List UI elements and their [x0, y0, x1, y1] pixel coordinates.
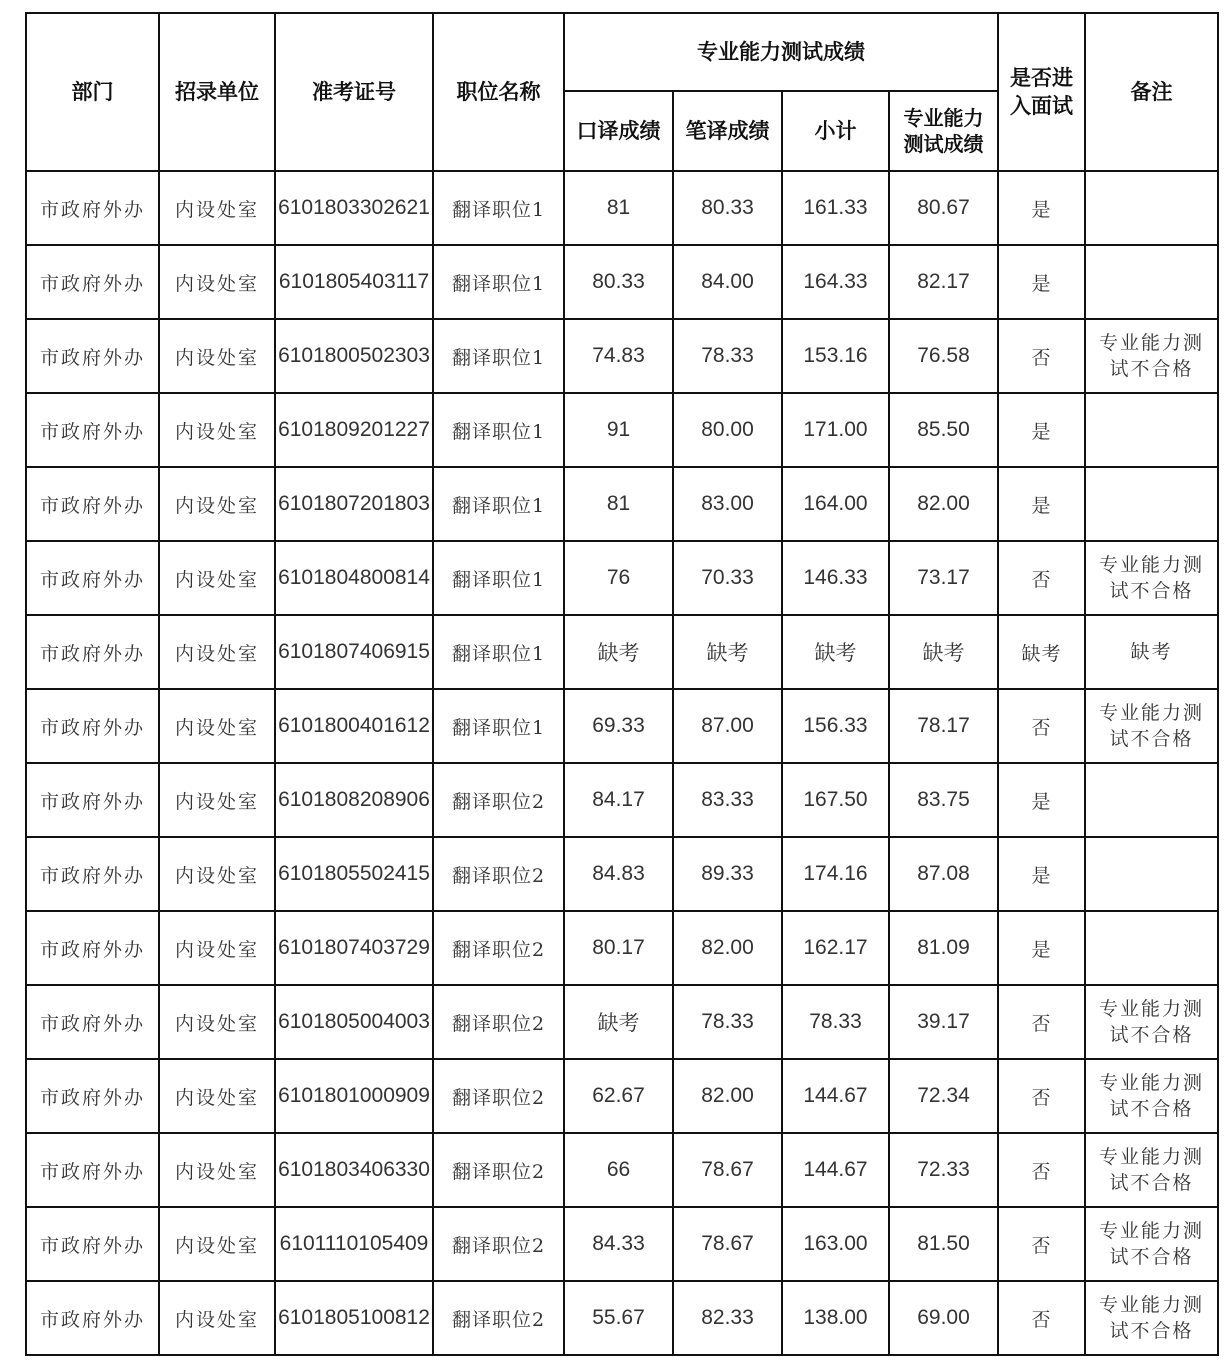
cell-exam-id: 6101803302621: [275, 171, 433, 245]
cell-remark: [1085, 689, 1218, 763]
cell-position: 翻译职位1: [433, 467, 564, 541]
cell-written: 78.67: [673, 1133, 782, 1207]
cell-interview: 否: [998, 985, 1085, 1059]
cell-remark: [1085, 615, 1218, 689]
cell-unit: 内设处室: [159, 911, 275, 985]
cell-written: 82.33: [673, 1281, 782, 1355]
cell-score: 72.34: [889, 1059, 998, 1133]
cell-written: 89.33: [673, 837, 782, 911]
remark-line2: 试不合格: [1109, 1024, 1194, 1046]
cell-oral: 80.17: [564, 911, 673, 985]
remark-line2: 试不合格: [1109, 358, 1194, 380]
score-table: [25, 12, 1219, 1356]
cell-exam-id: 6101110105409: [275, 1207, 433, 1281]
cell-score: 81.09: [889, 911, 998, 985]
cell-unit: 内设处室: [159, 837, 275, 911]
cell-interview: 是: [998, 245, 1085, 319]
cell-written: 83.33: [673, 763, 782, 837]
cell-position: 翻译职位1: [433, 689, 564, 763]
header-interview-line2: 入面试: [1010, 94, 1073, 118]
cell-subtotal: 缺考: [782, 615, 889, 689]
cell-position: 翻译职位1: [433, 319, 564, 393]
table-row: [26, 171, 1218, 245]
table-row: [26, 1281, 1218, 1355]
table-row: [26, 467, 1218, 541]
cell-subtotal: 161.33: [782, 171, 889, 245]
cell-oral: 62.67: [564, 1059, 673, 1133]
cell-position: 翻译职位1: [433, 393, 564, 467]
cell-score: 85.50: [889, 393, 998, 467]
cell-subtotal: 164.00: [782, 467, 889, 541]
cell-oral: 69.33: [564, 689, 673, 763]
cell-exam-id: 6101800401612: [275, 689, 433, 763]
remark-line2: 试不合格: [1109, 1172, 1194, 1194]
cell-exam-id: 6101805403117: [275, 245, 433, 319]
table-row: [26, 911, 1218, 985]
cell-remark: [1085, 319, 1218, 393]
header-position: 职位名称: [433, 13, 564, 171]
cell-interview: 否: [998, 689, 1085, 763]
table-row: [26, 837, 1218, 911]
cell-exam-id: 6101803406330: [275, 1133, 433, 1207]
cell-interview: 否: [998, 1281, 1085, 1355]
cell-remark: [1085, 393, 1218, 467]
table-row: [26, 541, 1218, 615]
cell-unit: 内设处室: [159, 245, 275, 319]
cell-exam-id: 6101807406915: [275, 615, 433, 689]
cell-interview: 是: [998, 467, 1085, 541]
cell-dept: 市政府外办: [26, 985, 159, 1059]
remark-line1: 专业能力测: [1098, 554, 1204, 576]
remark-line1: 专业能力测: [1098, 332, 1204, 354]
header-score-line1: 专业能力: [903, 106, 984, 130]
cell-score: 78.17: [889, 689, 998, 763]
cell-unit: 内设处室: [159, 393, 275, 467]
cell-subtotal: 138.00: [782, 1281, 889, 1355]
table-body: [26, 171, 1218, 1355]
cell-remark: [1085, 837, 1218, 911]
cell-interview: 是: [998, 837, 1085, 911]
table-row: [26, 615, 1218, 689]
remark-line1: 专业能力测: [1098, 1294, 1204, 1316]
cell-score: 76.58: [889, 319, 998, 393]
cell-subtotal: 162.17: [782, 911, 889, 985]
cell-position: 翻译职位2: [433, 1133, 564, 1207]
cell-exam-id: 6101805502415: [275, 837, 433, 911]
table-row: [26, 1133, 1218, 1207]
cell-remark: [1085, 985, 1218, 1059]
cell-unit: 内设处室: [159, 615, 275, 689]
cell-position: 翻译职位1: [433, 171, 564, 245]
cell-interview: 否: [998, 1133, 1085, 1207]
table-row: [26, 689, 1218, 763]
cell-oral: 缺考: [564, 985, 673, 1059]
cell-dept: 市政府外办: [26, 689, 159, 763]
remark-line1: 专业能力测: [1098, 998, 1204, 1020]
cell-dept: 市政府外办: [26, 1207, 159, 1281]
cell-unit: 内设处室: [159, 1133, 275, 1207]
cell-written: 78.67: [673, 1207, 782, 1281]
header-dept: 部门: [26, 13, 159, 171]
cell-score: 缺考: [889, 615, 998, 689]
table-row: [26, 1207, 1218, 1281]
cell-written: 80.00: [673, 393, 782, 467]
cell-remark: [1085, 541, 1218, 615]
cell-oral: 81: [564, 171, 673, 245]
remark-line2: 试不合格: [1109, 580, 1194, 602]
cell-unit: 内设处室: [159, 467, 275, 541]
cell-remark: [1085, 467, 1218, 541]
cell-oral: 84.33: [564, 1207, 673, 1281]
cell-written: 83.00: [673, 467, 782, 541]
cell-position: 翻译职位2: [433, 763, 564, 837]
cell-subtotal: 174.16: [782, 837, 889, 911]
header-interview-line1: 是否进: [1010, 66, 1073, 90]
cell-exam-id: 6101809201227: [275, 393, 433, 467]
cell-score: 82.17: [889, 245, 998, 319]
cell-unit: 内设处室: [159, 689, 275, 763]
cell-subtotal: 171.00: [782, 393, 889, 467]
cell-written: 78.33: [673, 985, 782, 1059]
cell-remark: [1085, 1133, 1218, 1207]
header-score: [889, 91, 998, 171]
cell-position: 翻译职位2: [433, 1059, 564, 1133]
cell-dept: 市政府外办: [26, 763, 159, 837]
cell-dept: 市政府外办: [26, 615, 159, 689]
cell-remark: [1085, 911, 1218, 985]
table-row: [26, 985, 1218, 1059]
cell-subtotal: 144.67: [782, 1133, 889, 1207]
cell-score: 87.08: [889, 837, 998, 911]
remark-line2: 试不合格: [1109, 1246, 1194, 1268]
cell-oral: 74.83: [564, 319, 673, 393]
cell-interview: 否: [998, 541, 1085, 615]
cell-interview: 是: [998, 393, 1085, 467]
cell-score: 73.17: [889, 541, 998, 615]
cell-unit: 内设处室: [159, 985, 275, 1059]
cell-score: 81.50: [889, 1207, 998, 1281]
cell-score: 83.75: [889, 763, 998, 837]
cell-position: 翻译职位2: [433, 1281, 564, 1355]
cell-interview: 否: [998, 1207, 1085, 1281]
header-remark: 备注: [1085, 13, 1218, 171]
cell-interview: 否: [998, 1059, 1085, 1133]
header-oral: 口译成绩: [564, 91, 673, 171]
cell-position: 翻译职位2: [433, 1207, 564, 1281]
cell-interview: 是: [998, 171, 1085, 245]
cell-position: 翻译职位1: [433, 245, 564, 319]
cell-remark: [1085, 1059, 1218, 1133]
cell-subtotal: 164.33: [782, 245, 889, 319]
remark-line1: 专业能力测: [1098, 1146, 1204, 1168]
cell-position: 翻译职位2: [433, 911, 564, 985]
remark-line2: 试不合格: [1109, 1320, 1194, 1342]
cell-position: 翻译职位2: [433, 837, 564, 911]
cell-exam-id: 6101807201803: [275, 467, 433, 541]
cell-dept: 市政府外办: [26, 1133, 159, 1207]
cell-written: 78.33: [673, 319, 782, 393]
header-interview: [998, 13, 1085, 171]
remark-line2: 试不合格: [1109, 1098, 1194, 1120]
cell-written: 缺考: [673, 615, 782, 689]
cell-position: 翻译职位1: [433, 541, 564, 615]
cell-dept: 市政府外办: [26, 171, 159, 245]
cell-remark: [1085, 1207, 1218, 1281]
header-written: 笔译成绩: [673, 91, 782, 171]
cell-position: 翻译职位2: [433, 985, 564, 1059]
cell-score: 39.17: [889, 985, 998, 1059]
cell-oral: 缺考: [564, 615, 673, 689]
cell-remark: [1085, 1281, 1218, 1355]
remark-line1: 专业能力测: [1098, 1072, 1204, 1094]
cell-position: 翻译职位1: [433, 615, 564, 689]
cell-oral: 84.17: [564, 763, 673, 837]
cell-dept: 市政府外办: [26, 245, 159, 319]
cell-written: 87.00: [673, 689, 782, 763]
cell-interview: 是: [998, 911, 1085, 985]
header-test-group: 专业能力测试成绩: [564, 13, 998, 91]
cell-score: 72.33: [889, 1133, 998, 1207]
cell-score: 80.67: [889, 171, 998, 245]
cell-subtotal: 144.67: [782, 1059, 889, 1133]
cell-exam-id: 6101804800814: [275, 541, 433, 615]
cell-oral: 81: [564, 467, 673, 541]
cell-unit: 内设处室: [159, 541, 275, 615]
cell-exam-id: 6101808208906: [275, 763, 433, 837]
cell-dept: 市政府外办: [26, 1059, 159, 1133]
cell-unit: 内设处室: [159, 1207, 275, 1281]
cell-oral: 76: [564, 541, 673, 615]
cell-written: 82.00: [673, 911, 782, 985]
cell-exam-id: 6101800502303: [275, 319, 433, 393]
cell-dept: 市政府外办: [26, 541, 159, 615]
cell-subtotal: 153.16: [782, 319, 889, 393]
header-score-line2: 测试成绩: [903, 132, 984, 156]
remark-line1: 缺考: [1130, 641, 1173, 663]
cell-subtotal: 167.50: [782, 763, 889, 837]
cell-unit: 内设处室: [159, 1059, 275, 1133]
cell-oral: 80.33: [564, 245, 673, 319]
cell-unit: 内设处室: [159, 1281, 275, 1355]
cell-dept: 市政府外办: [26, 467, 159, 541]
table-row: [26, 393, 1218, 467]
cell-subtotal: 146.33: [782, 541, 889, 615]
cell-remark: [1085, 171, 1218, 245]
cell-score: 82.00: [889, 467, 998, 541]
cell-interview: 否: [998, 319, 1085, 393]
cell-unit: 内设处室: [159, 171, 275, 245]
cell-written: 82.00: [673, 1059, 782, 1133]
remark-line1: 专业能力测: [1098, 1220, 1204, 1242]
remark-line1: 专业能力测: [1098, 702, 1204, 724]
cell-interview: 缺考: [998, 615, 1085, 689]
header-unit: 招录单位: [159, 13, 275, 171]
header-exam-id: 准考证号: [275, 13, 433, 171]
cell-written: 70.33: [673, 541, 782, 615]
cell-written: 84.00: [673, 245, 782, 319]
cell-exam-id: 6101805004003: [275, 985, 433, 1059]
table-row: [26, 245, 1218, 319]
cell-oral: 55.67: [564, 1281, 673, 1355]
cell-subtotal: 78.33: [782, 985, 889, 1059]
cell-oral: 84.83: [564, 837, 673, 911]
cell-dept: 市政府外办: [26, 319, 159, 393]
cell-dept: 市政府外办: [26, 393, 159, 467]
cell-oral: 66: [564, 1133, 673, 1207]
table-row: [26, 319, 1218, 393]
cell-subtotal: 163.00: [782, 1207, 889, 1281]
cell-exam-id: 6101805100812: [275, 1281, 433, 1355]
cell-written: 80.33: [673, 171, 782, 245]
header-subtotal: 小计: [782, 91, 889, 171]
cell-remark: [1085, 245, 1218, 319]
cell-score: 69.00: [889, 1281, 998, 1355]
table-row: [26, 1059, 1218, 1133]
cell-unit: 内设处室: [159, 319, 275, 393]
cell-oral: 91: [564, 393, 673, 467]
cell-dept: 市政府外办: [26, 911, 159, 985]
cell-remark: [1085, 763, 1218, 837]
remark-line2: 试不合格: [1109, 728, 1194, 750]
table-row: [26, 763, 1218, 837]
cell-interview: 是: [998, 763, 1085, 837]
cell-unit: 内设处室: [159, 763, 275, 837]
cell-exam-id: 6101801000909: [275, 1059, 433, 1133]
cell-exam-id: 6101807403729: [275, 911, 433, 985]
cell-dept: 市政府外办: [26, 1281, 159, 1355]
cell-subtotal: 156.33: [782, 689, 889, 763]
cell-dept: 市政府外办: [26, 837, 159, 911]
